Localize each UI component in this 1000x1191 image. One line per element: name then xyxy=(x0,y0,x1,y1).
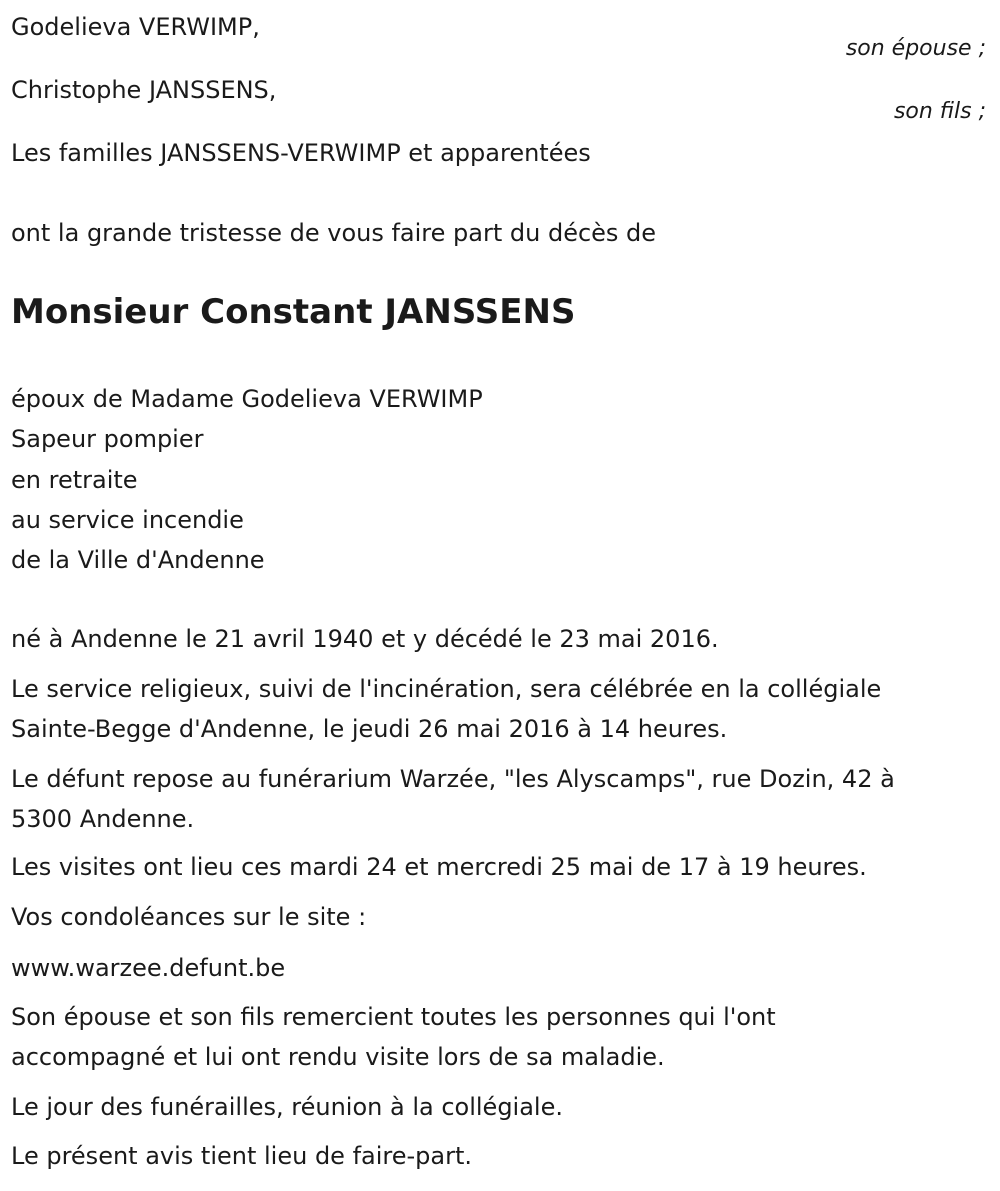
funeral-meeting-text: Le jour des funérailles, réunion à la collégiale. xyxy=(11,1093,563,1121)
description-line: époux de Madame Godelieva VERWIMP xyxy=(11,385,483,413)
visits-text: Les visites ont lieu ces mardi 24 et mercredi 25 mai de 17 à 19 heures. xyxy=(11,853,867,881)
announcement-text: ont la grande tristesse de vous faire part du décès de xyxy=(11,219,657,247)
birth-death-text: né à Andenne le 21 avril 1940 et y décédé le 23 mai 2016. xyxy=(11,625,719,653)
notice-text: Le présent avis tient lieu de faire-part. xyxy=(11,1142,473,1170)
description-line: en retraite xyxy=(11,466,138,494)
condolences-site-link[interactable]: www.warzee.defunt.be xyxy=(11,954,286,982)
family-member-relation: son épouse ; xyxy=(845,36,986,61)
deceased-name: Monsieur Constant JANSSENS xyxy=(11,292,576,332)
description-line: Sapeur pompier xyxy=(11,425,204,453)
thanks-text: Son épouse et son fils remercient toutes les personnes qui l'ont xyxy=(11,1003,776,1031)
description-line: de la Ville d'Andenne xyxy=(11,546,265,574)
service-text: Le service religieux, suivi de l'incinération, sera célébrée en la collégiale xyxy=(11,675,882,703)
families-line: Les familles JANSSENS-VERWIMP et apparentées xyxy=(11,139,591,167)
thanks-text: accompagné et lui ont rendu visite lors de sa maladie. xyxy=(11,1043,665,1071)
condolences-label: Vos condoléances sur le site : xyxy=(11,903,367,931)
rest-location-text: 5300 Andenne. xyxy=(11,805,195,833)
family-member-name: Christophe JANSSENS, xyxy=(11,76,277,104)
description-line: au service incendie xyxy=(11,506,244,534)
rest-location-text: Le défunt repose au funérarium Warzée, "les Alyscamps", rue Dozin, 42 à xyxy=(11,765,895,793)
family-member-name: Godelieva VERWIMP, xyxy=(11,13,260,41)
family-member-relation: son fils ; xyxy=(893,99,986,124)
service-text: Sainte-Begge d'Andenne, le jeudi 26 mai 2016 à 14 heures. xyxy=(11,715,728,743)
